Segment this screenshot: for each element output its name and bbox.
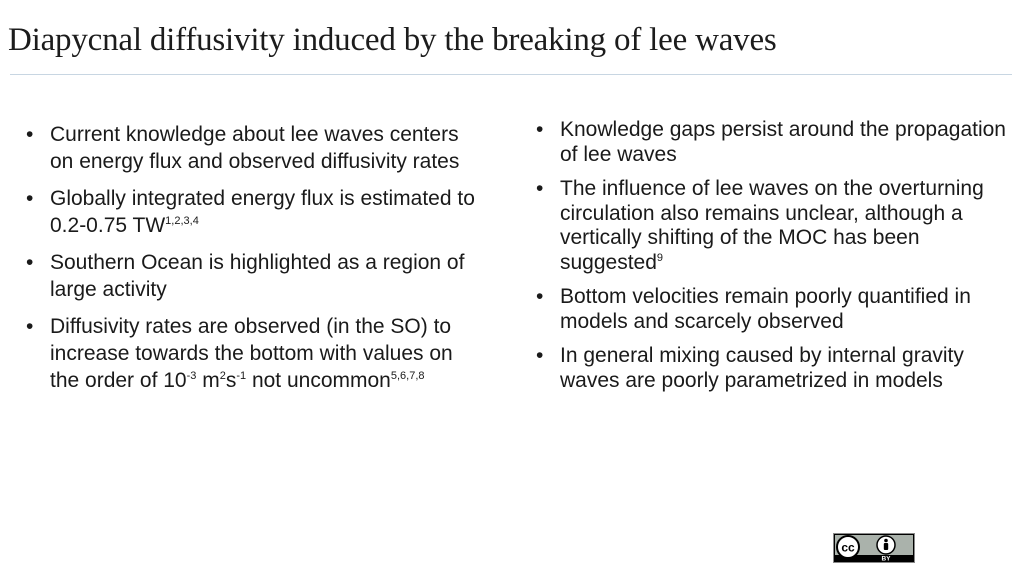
list-item-text: Current knowledge about lee waves centers on energy flux and observed diffusivity rates (50, 123, 460, 173)
list-item (26, 121, 476, 175)
bullet-icon: • (26, 315, 34, 338)
exponent-superscript: 2 (219, 370, 226, 382)
slide-title: Diapycnal diffusivity induced by the breaking of lee waves (8, 22, 777, 58)
unit-text: s (225, 369, 237, 392)
cc-label: cc (841, 540, 855, 555)
exponent-superscript: -1 (236, 370, 247, 382)
list-item (536, 344, 1006, 393)
citation-superscript: 9 (656, 251, 664, 264)
right-bullet-list (536, 118, 1006, 403)
list-item (536, 177, 1006, 275)
citation-superscript: 5,6,7,8 (390, 370, 425, 382)
list-item-text: Globally integrated energy flux is estimated to 0.2-0.75 TW (50, 187, 475, 237)
list-item-text: In general mixing caused by internal gravity waves are poorly parametrized in models (560, 344, 964, 392)
unit-text: m (196, 369, 220, 392)
list-item (26, 185, 476, 239)
left-bullet-list (26, 121, 476, 404)
list-item-text: Diffusivity rates are observed (in the SO) to increase towards the bottom with values on the order of 10 (50, 315, 453, 392)
by-label: BY (881, 555, 891, 562)
list-item-text: Southern Ocean is highlighted as a region of large activity (50, 251, 465, 301)
exponent-superscript: -3 (186, 370, 197, 382)
list-item (26, 249, 476, 303)
list-item-text: not uncommon (246, 369, 391, 392)
citation-superscript: 1,2,3,4 (165, 215, 199, 227)
list-item-text: Knowledge gaps persist around the propagation of lee waves (560, 118, 1006, 166)
bullet-icon: • (26, 251, 34, 274)
bullet-icon: • (536, 177, 544, 200)
list-item (26, 313, 476, 394)
bullet-icon: • (26, 123, 34, 146)
bullet-icon: • (536, 285, 544, 308)
bullet-icon: • (536, 118, 544, 141)
title-divider (10, 74, 1012, 75)
bullet-icon: • (536, 344, 544, 367)
bullet-icon: • (26, 187, 34, 210)
list-item (536, 118, 1006, 167)
list-item-text: The influence of lee waves on the overturning circulation also remains unclear, although a vertically shifting of the MOC has been suggested (560, 177, 984, 274)
list-item (536, 285, 1006, 334)
cc-by-icon[interactable] (833, 533, 915, 563)
list-item-text: Bottom velocities remain poorly quantified in models and scarcely observed (560, 285, 971, 333)
